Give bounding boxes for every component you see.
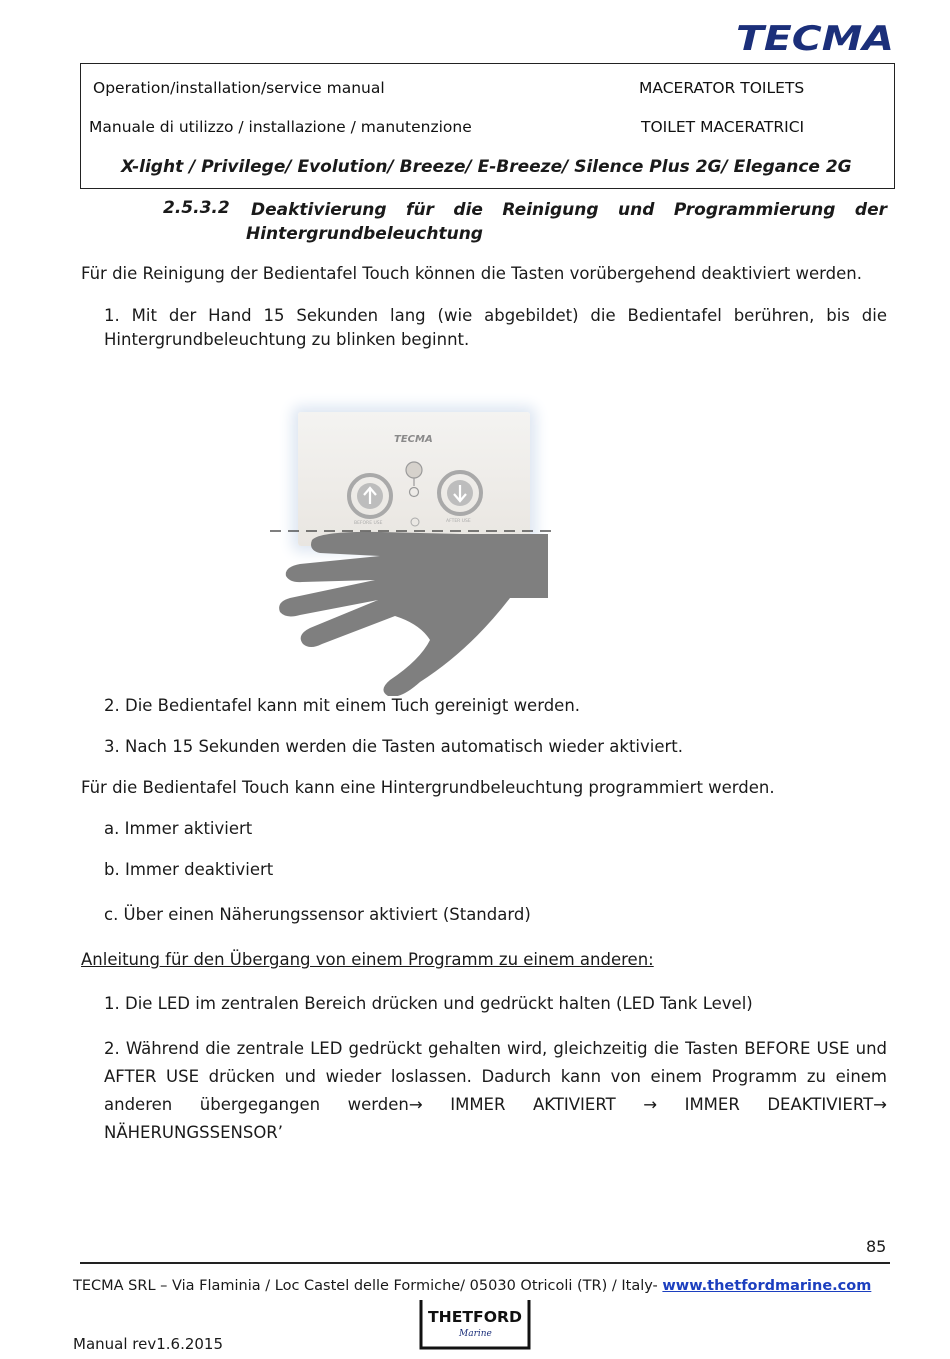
before-use-label: BEFORE USE	[354, 521, 383, 526]
guide-step1: 1. Die LED im zentralen Bereich drücken und gedrückt halten (LED Tank Level)	[104, 994, 753, 1013]
after-use-label: AFTER USE	[446, 519, 471, 524]
step1-line2: Hintergrundbeleuchtung zu blinken beginnt.	[104, 330, 470, 349]
header-manual-it: Manuale di utilizzo / installazione / manutenzione	[89, 118, 472, 136]
guide-step2-line2: AFTER USE drücken und wieder loslassen. Dadurch kann von einem Programm zu einem	[104, 1067, 887, 1086]
tecma-logo-text: TECMA	[736, 20, 894, 54]
models-list: X-light / Privilege/ Evolution/ Breeze/ E-Breeze/ Silence Plus 2G/ Elegance 2G	[121, 157, 852, 177]
proximity-sensor-icon	[410, 488, 419, 497]
guide-step2-line3: anderen übergegangen werden→ IMMER AKTIVIERT → IMMER DEAKTIVIERT→	[104, 1095, 887, 1114]
thetford-logo-text: THETFORD	[428, 1308, 522, 1326]
panel-logo: TECMA	[394, 434, 433, 445]
option-c: c. Über einen Näherungssensor aktiviert (Standard)	[104, 905, 531, 924]
section-title-line2: Hintergrundbeleuchtung	[246, 224, 483, 244]
footer-revision: Manual rev1.6.2015	[73, 1335, 224, 1353]
step1-line1: 1. Mit der Hand 15 Sekunden lang (wie abgebildet) die Bedientafel berühren, bis die	[104, 306, 887, 325]
guide-step2-line4: NÄHERUNGSSENSOR’	[104, 1123, 284, 1142]
thetford-logo-sub: Marine	[459, 1329, 492, 1339]
hand-illustration	[270, 520, 560, 696]
footer-divider	[80, 1262, 890, 1264]
step3: 3. Nach 15 Sekunden werden die Tasten automatisch wieder aktiviert.	[104, 737, 684, 756]
guide-step2-line1: 2. Während die zentrale LED gedrückt gehalten wird, gleichzeitig die Tasten BEFORE USE und	[104, 1039, 887, 1058]
thetford-logo	[419, 1300, 531, 1350]
footer-address	[73, 1278, 871, 1294]
backlight-intro: Für die Bedientafel Touch kann eine Hintergrundbeleuchtung programmiert werden.	[81, 778, 775, 797]
section-number: 2.5.3.2	[163, 198, 230, 218]
tank-level-led[interactable]	[406, 462, 422, 478]
header-product-it: TOILET MACERATRICI	[641, 118, 805, 136]
section-title-line1: Deaktivierung für die Reinigung und Programmierung der	[251, 200, 887, 220]
hand-shape	[279, 532, 548, 696]
footer-website-link[interactable]: www.thetfordmarine.com	[662, 1278, 872, 1294]
step2: 2. Die Bedientafel kann mit einem Tuch gereinigt werden.	[104, 696, 581, 715]
intro-paragraph: Für die Reinigung der Bedientafel Touch können die Tasten vorübergehend deaktiviert werden.	[81, 264, 863, 283]
option-a: a. Immer aktiviert	[104, 819, 253, 838]
header-manual-en: Operation/installation/service manual	[93, 79, 385, 97]
footer-address-text: TECMA SRL – Via Flaminia / Loc Castel delle Formiche/ 05030 Otricoli (TR) / Italy-	[73, 1278, 663, 1294]
header-product-en: MACERATOR TOILETS	[639, 79, 805, 97]
tecma-logo	[734, 20, 896, 54]
page-number: 85	[866, 1237, 887, 1256]
option-b: b. Immer deaktiviert	[104, 860, 274, 879]
guide-heading: Anleitung für den Übergang von einem Programm zu einem anderen:	[81, 950, 654, 969]
